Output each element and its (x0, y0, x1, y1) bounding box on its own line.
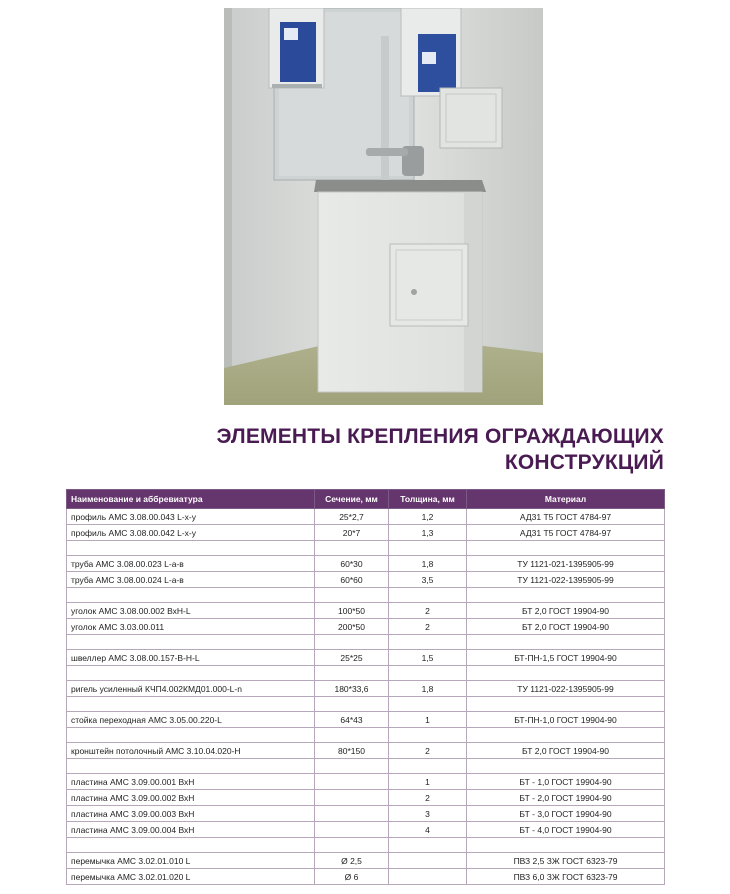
cell-section: 180*33,6 (315, 681, 389, 697)
cell-name: труба АМС 3.08.00.023 L-a-в (67, 556, 315, 572)
table-row-spacer (67, 666, 665, 681)
table-row (67, 853, 665, 869)
cell-name: пластина АМС 3.09.00.002 ВхН (67, 790, 315, 806)
table-row (67, 572, 665, 588)
cell-name: уголок АМС 3.08.00.002 ВхН-L (67, 603, 315, 619)
cell-section: 60*30 (315, 556, 389, 572)
cell-section (315, 790, 389, 806)
cell-thickness: 1 (389, 774, 467, 790)
cell-thickness: 1 (389, 712, 467, 728)
cell-material: ТУ 1121-022-1395905-99 (467, 681, 665, 697)
table-row-spacer (67, 728, 665, 743)
cell-name: перемычка АМС 3.02.01.020 L (67, 869, 315, 885)
cell-section: 100*50 (315, 603, 389, 619)
cell-material: АД31 Т5 ГОСТ 4784-97 (467, 509, 665, 525)
table-row-spacer (67, 635, 665, 650)
header-section: Сечение, мм (315, 490, 389, 509)
table-row (67, 822, 665, 838)
cell-name: уголок АМС 3.03.00.011 (67, 619, 315, 635)
table-row (67, 556, 665, 572)
cell-section: 200*50 (315, 619, 389, 635)
cell-name: профиль АМС 3.08.00.042 L-x-y (67, 525, 315, 541)
cell-material: ТУ 1121-022-1395905-99 (467, 572, 665, 588)
header-thickness: Толщина, мм (389, 490, 467, 509)
cell-thickness: 2 (389, 743, 467, 759)
cell-material: БТ 2,0 ГОСТ 19904-90 (467, 619, 665, 635)
cell-material: БТ 2,0 ГОСТ 19904-90 (467, 743, 665, 759)
cell-material: БТ 2,0 ГОСТ 19904-90 (467, 603, 665, 619)
cell-thickness: 1,2 (389, 509, 467, 525)
cell-section: 64*43 (315, 712, 389, 728)
cell-thickness (389, 853, 467, 869)
header-name: Наименование и аббревиатура (67, 490, 315, 509)
cell-thickness: 3 (389, 806, 467, 822)
cell-name: стойка переходная АМС 3.05.00.220-L (67, 712, 315, 728)
header-material: Материал (467, 490, 665, 509)
cell-section: Ø 2,5 (315, 853, 389, 869)
table-row-spacer (67, 541, 665, 556)
title-line-1: ЭЛЕМЕНТЫ КРЕПЛЕНИЯ ОГРАЖДАЮЩИХ (216, 425, 664, 448)
table-row (67, 525, 665, 541)
cell-material: ТУ 1121-021-1395905-99 (467, 556, 665, 572)
cell-material: БТ - 1,0 ГОСТ 19904-90 (467, 774, 665, 790)
table-header-row (67, 490, 665, 509)
table-row (67, 509, 665, 525)
table-row (67, 681, 665, 697)
cell-thickness: 1,5 (389, 650, 467, 666)
cell-section: 80*150 (315, 743, 389, 759)
cell-thickness (389, 869, 467, 885)
cell-name: профиль АМС 3.08.00.043 L-x-y (67, 509, 315, 525)
cell-thickness: 2 (389, 603, 467, 619)
fasteners-table (66, 489, 665, 885)
table-row (67, 774, 665, 790)
table-row (67, 869, 665, 885)
table-row (67, 806, 665, 822)
cell-material: БТ-ПН-1,5 ГОСТ 19904-90 (467, 650, 665, 666)
cell-section: Ø 6 (315, 869, 389, 885)
cell-thickness: 1,8 (389, 681, 467, 697)
table-row (67, 790, 665, 806)
table-row (67, 650, 665, 666)
washbasin-photo (224, 8, 543, 405)
cell-material: АД31 Т5 ГОСТ 4784-97 (467, 525, 665, 541)
cell-section: 60*60 (315, 572, 389, 588)
cell-name: труба АМС 3.08.00.024 L-a-в (67, 572, 315, 588)
cell-section: 20*7 (315, 525, 389, 541)
table-row (67, 743, 665, 759)
table-row-spacer (67, 838, 665, 853)
table-row (67, 619, 665, 635)
cell-name: перемычка АМС 3.02.01.010 L (67, 853, 315, 869)
cell-material: БТ - 2,0 ГОСТ 19904-90 (467, 790, 665, 806)
title-line-2: КОНСТРУКЦИЙ (504, 451, 664, 474)
cell-section: 25*25 (315, 650, 389, 666)
cell-name: пластина АМС 3.09.00.004 ВхН (67, 822, 315, 838)
cell-material: ПВЗ 6,0 ЗЖ ГОСТ 6323-79 (467, 869, 665, 885)
cell-section (315, 822, 389, 838)
cell-thickness: 1,8 (389, 556, 467, 572)
cell-thickness: 2 (389, 790, 467, 806)
cell-thickness: 1,3 (389, 525, 467, 541)
cell-thickness: 3,5 (389, 572, 467, 588)
cell-material: БТ - 4,0 ГОСТ 19904-90 (467, 822, 665, 838)
cell-name: пластина АМС 3.09.00.003 ВхН (67, 806, 315, 822)
table-row (67, 712, 665, 728)
cell-section (315, 806, 389, 822)
cell-name: пластина АМС 3.09.00.001 ВхН (67, 774, 315, 790)
table-row-spacer (67, 697, 665, 712)
cell-material: БТ-ПН-1,0 ГОСТ 19904-90 (467, 712, 665, 728)
cell-thickness: 2 (389, 619, 467, 635)
cell-name: ригель усиленный КЧП4.002КМД01.000-L-n (67, 681, 315, 697)
cell-name: кронштейн потолочный АМС 3.10.04.020-H (67, 743, 315, 759)
table-row-spacer (67, 588, 665, 603)
cell-name: швеллер АМС 3.08.00.157-B-H-L (67, 650, 315, 666)
cell-thickness: 4 (389, 822, 467, 838)
cell-material: ПВЗ 2,5 ЗЖ ГОСТ 6323-79 (467, 853, 665, 869)
cell-section (315, 774, 389, 790)
cell-material: БТ - 3,0 ГОСТ 19904-90 (467, 806, 665, 822)
page-title (64, 424, 664, 476)
cell-section: 25*2,7 (315, 509, 389, 525)
table-row (67, 603, 665, 619)
table-row-spacer (67, 759, 665, 774)
